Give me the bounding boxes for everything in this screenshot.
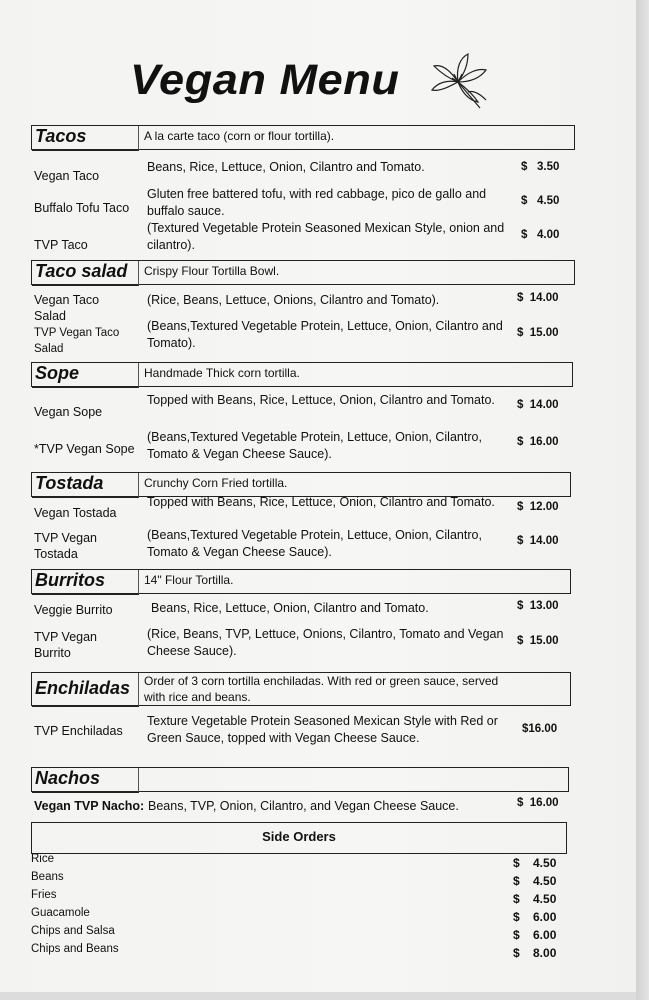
side-item-name: Fries [31, 889, 57, 901]
item-name: Vegan TVP Nacho: [34, 799, 145, 813]
section-desc-burritos: 14" Flour Tortilla. [144, 573, 234, 587]
item-name: TVP Enchiladas [34, 724, 123, 738]
item-desc: (Rice, Beans, Lettuce, Onions, Cilantro and Tomato). [147, 293, 440, 307]
item-price: $ 3.50 [521, 161, 560, 173]
page-edge [636, 0, 649, 1000]
side-item-price: $ 4.50 [513, 856, 557, 870]
side-item-price: $ 4.50 [513, 874, 557, 888]
item-desc: (Beans,Textured Vegetable Protein, Lettuce, Onion, Cilantro and Tomato). [147, 319, 503, 350]
item-desc: (Rice, Beans, TVP, Lettuce, Onions, Cilantro, Tomato and Vegan Cheese Sauce). [147, 627, 504, 658]
item-price: $ 14.00 [517, 535, 559, 547]
item-desc: Beans, Rice, Lettuce, Onion, Cilantro and Tomato. [151, 601, 429, 615]
menu-title: Vegan Menu [130, 56, 400, 104]
section-desc-enchiladas: Order of 3 corn tortilla enchiladas. With red or green sauce, served with rice and beans. [144, 674, 499, 704]
item-name: Veggie Burrito [34, 603, 113, 617]
side-item-price: $ 8.00 [513, 946, 557, 960]
side-item-price: $ 4.50 [513, 892, 557, 906]
section-header-enchiladas [31, 672, 571, 706]
section-title-enchiladas: Enchiladas [35, 678, 131, 698]
section-desc-sope: Handmade Thick corn tortilla. [144, 366, 300, 380]
section-header-sope [31, 362, 573, 387]
section-header-taco-salad [31, 260, 575, 285]
side-item-name: Beans [31, 871, 64, 883]
item-desc: (Textured Vegetable Protein Seasoned Mexican Style, onion and cilantro). [147, 221, 505, 252]
section-title-burritos: Burritos [35, 570, 106, 590]
item-price: $ 16.00 [517, 436, 559, 448]
item-desc: (Beans,Textured Vegetable Protein, Lettuce, Onion, Cilantro, Tomato & Vegan Cheese Sauce). [147, 430, 482, 461]
item-price: $ 12.00 [517, 501, 559, 513]
item-price: $ 4.50 [521, 195, 560, 207]
side-item-name: Guacamole [31, 907, 90, 919]
item-name: TVP Vegan Tostada [34, 531, 98, 561]
item-name: Vegan Taco [34, 169, 100, 183]
section-title-tostada: Tostada [35, 473, 104, 493]
side-item-name: Rice [31, 853, 55, 865]
item-desc: Topped with Beans, Rice, Lettuce, Onion, Cilantro and Tomato. [147, 495, 495, 509]
item-price: $ 14.00 [517, 399, 559, 411]
item-name: TVP Vegan Burrito [34, 630, 98, 660]
item-desc: Gluten free battered tofu, with red cabbage, pico de gallo and buffalo sauce. [147, 187, 487, 218]
item-price: $ 4.00 [521, 229, 560, 241]
item-price: $ 14.00 [517, 292, 559, 304]
item-price: $16.00 [522, 723, 558, 735]
section-title-sope: Sope [35, 363, 80, 383]
item-name: TVP Vegan Taco Salad [34, 327, 120, 355]
item-name: Vegan Taco Salad [34, 293, 100, 323]
section-desc-tacos: A la carte taco (corn or flour tortilla). [144, 129, 335, 143]
item-name: TVP Taco [34, 238, 88, 252]
item-price: $ 15.00 [517, 327, 559, 339]
item-desc: Beans, TVP, Onion, Cilantro, and Vegan Cheese Sauce. [148, 799, 459, 813]
side-item-name: Chips and Salsa [31, 925, 115, 937]
section-desc-tostada: Crunchy Corn Fried tortilla. [144, 476, 288, 490]
section-title-tacos: Tacos [35, 126, 87, 146]
item-name: Buffalo Tofu Taco [34, 201, 130, 215]
side-item-price: $ 6.00 [513, 928, 557, 942]
item-name: *TVP Vegan Sope [34, 442, 135, 456]
item-price: $ 16.00 [517, 797, 559, 809]
item-name: Vegan Sope [34, 405, 103, 419]
lily-flower-icon [428, 52, 490, 110]
section-title-taco-salad: Taco salad [35, 261, 128, 281]
item-price: $ 13.00 [517, 600, 559, 612]
side-item-price: $ 6.00 [513, 910, 557, 924]
item-desc: Beans, Rice, Lettuce, Onion, Cilantro and Tomato. [147, 160, 425, 174]
item-name: Vegan Tostada [34, 506, 117, 520]
section-header-nachos [31, 767, 569, 792]
item-desc: Texture Vegetable Protein Seasoned Mexican Style with Red or Green Sauce, topped with Vegan Cheese Sauce. [147, 714, 498, 745]
item-desc: (Beans,Textured Vegetable Protein, Lettuce, Onion, Cilantro, Tomato & Vegan Cheese Sauce). [147, 528, 482, 559]
section-desc-taco-salad: Crispy Flour Tortilla Bowl. [144, 264, 280, 278]
item-desc: Topped with Beans, Rice, Lettuce, Onion, Cilantro and Tomato. [147, 393, 495, 407]
item-price: $ 15.00 [517, 635, 559, 647]
side-item-name: Chips and Beans [31, 943, 119, 955]
section-header-tacos [31, 125, 575, 150]
side-orders-header [31, 822, 567, 854]
section-title-nachos: Nachos [35, 768, 101, 788]
section-header-burritos [31, 569, 571, 594]
side-orders-title: Side Orders [262, 829, 336, 844]
